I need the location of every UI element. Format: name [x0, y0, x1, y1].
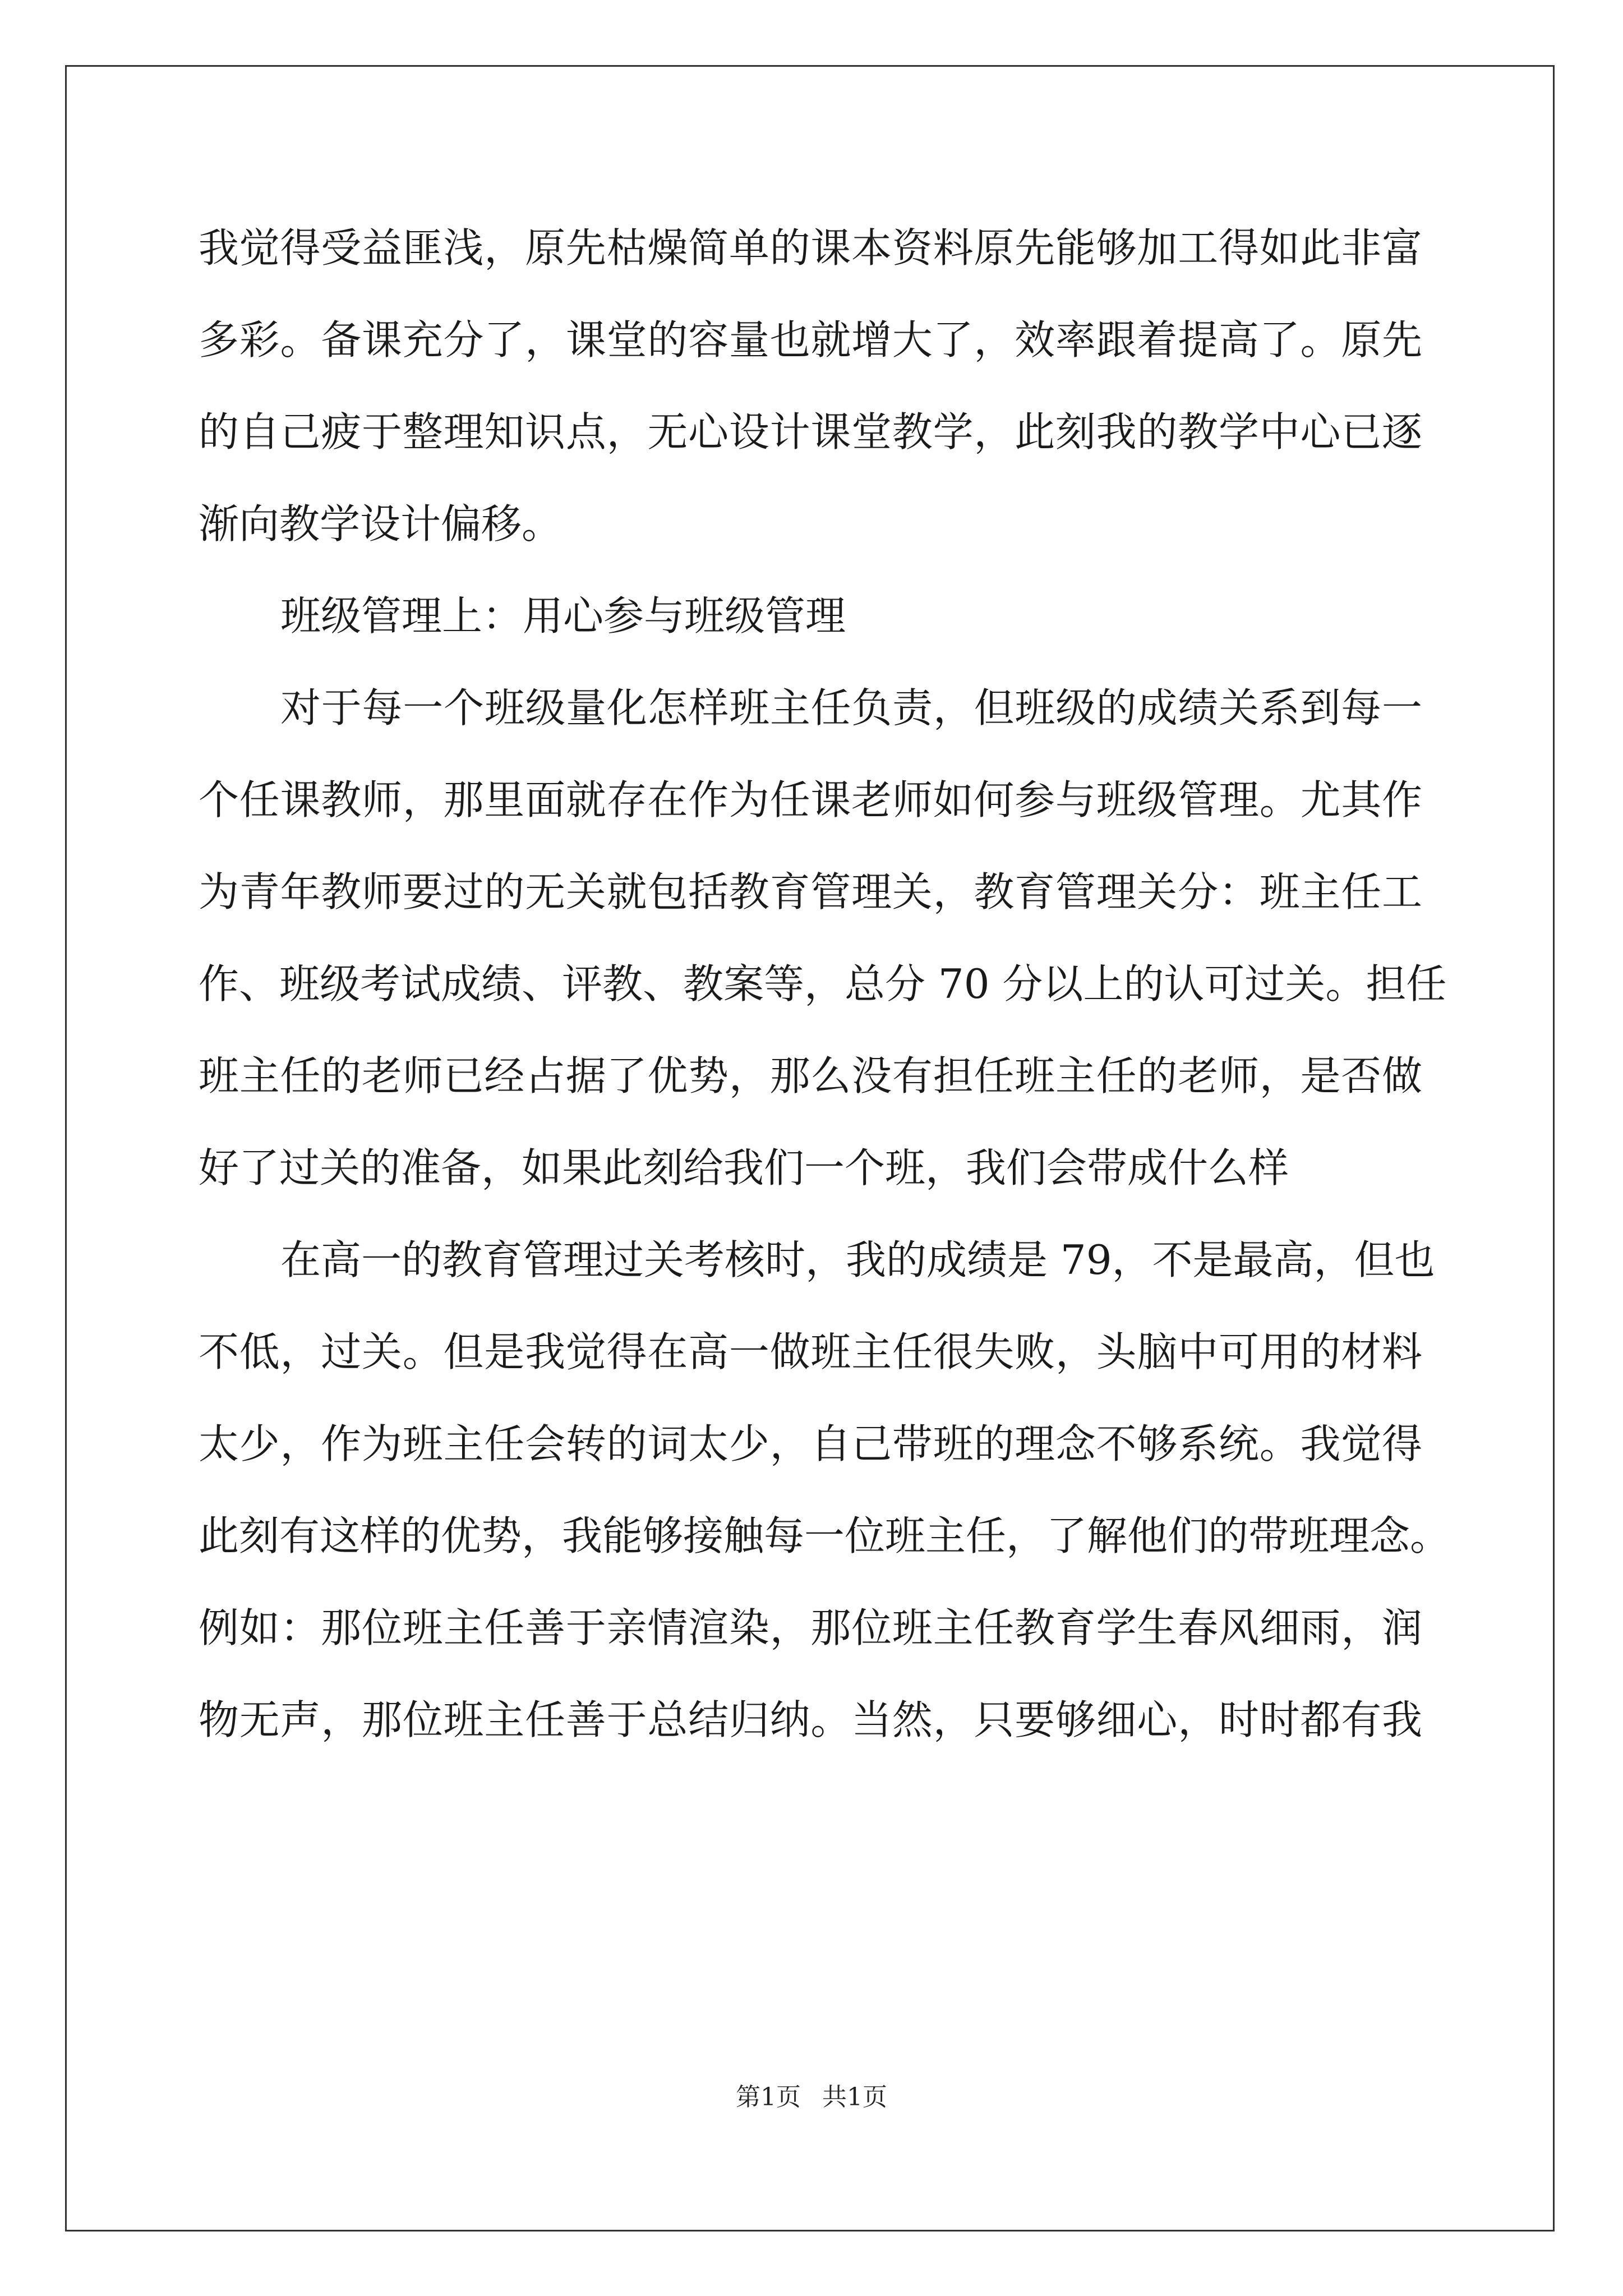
text-line: 太少，作为班主任会转的词太少，自己带班的理念不够系统。我觉得	[199, 1420, 1422, 1467]
text-line: 在高一的教育管理过关考核时，我的成绩是 79，不是最高，但也	[280, 1236, 1435, 1283]
paragraph	[199, 202, 1422, 570]
document-body	[199, 202, 1451, 1766]
text-line: 的自己疲于整理知识点，无心设计课堂教学，此刻我的教学中心已逐	[199, 408, 1422, 455]
text-line: 不低，过关。但是我觉得在高一做班主任很失败，头脑中可用的材料	[199, 1328, 1422, 1375]
text-line: 此刻有这样的优势，我能够接触每一位班主任，了解他们的带班理念。	[199, 1512, 1451, 1559]
paragraph	[199, 1214, 1451, 1766]
section-heading	[199, 570, 1422, 662]
page-number: 第1页	[736, 2083, 801, 2111]
text-line: 个任课教师，那里面就存在作为任课老师如何参与班级管理。尤其作	[199, 776, 1422, 823]
text-line: 多彩。备课充分了，课堂的容量也就增大了，效率跟着提高了。原先	[199, 316, 1422, 364]
text-line: 我觉得受益匪浅，原先枯燥简单的课本资料原先能够加工得如此非富	[199, 224, 1422, 272]
text-line: 为青年教师要过的无关就包括教育管理关，教育管理关分：班主任工	[199, 868, 1422, 915]
text-line: 班主任的老师已经占据了优势，那么没有担任班主任的老师，是否做	[199, 1052, 1422, 1099]
text-line: 对于每一个班级量化怎样班主任负责，但班级的成绩关系到每一	[280, 684, 1422, 731]
text-line: 例如：那位班主任善于亲情渲染，那位班主任教育学生春风细雨，润	[199, 1604, 1422, 1651]
text-line: 好了过关的准备，如果此刻给我们一个班，我们会带成什么样	[199, 1144, 1289, 1191]
page-count: 共1页	[822, 2083, 887, 2111]
page-footer	[0, 2077, 1623, 2113]
paragraph	[199, 662, 1447, 1214]
text-line: 作、班级考试成绩、评教、教案等，总分 70 分以上的认可过关。担任	[199, 960, 1447, 1007]
text-line: 班级管理上：用心参与班级管理	[280, 592, 846, 639]
text-line: 渐向教学设计偏移。	[199, 500, 562, 547]
text-line: 物无声，那位班主任善于总结归纳。当然，只要够细心，时时都有我	[199, 1696, 1422, 1743]
